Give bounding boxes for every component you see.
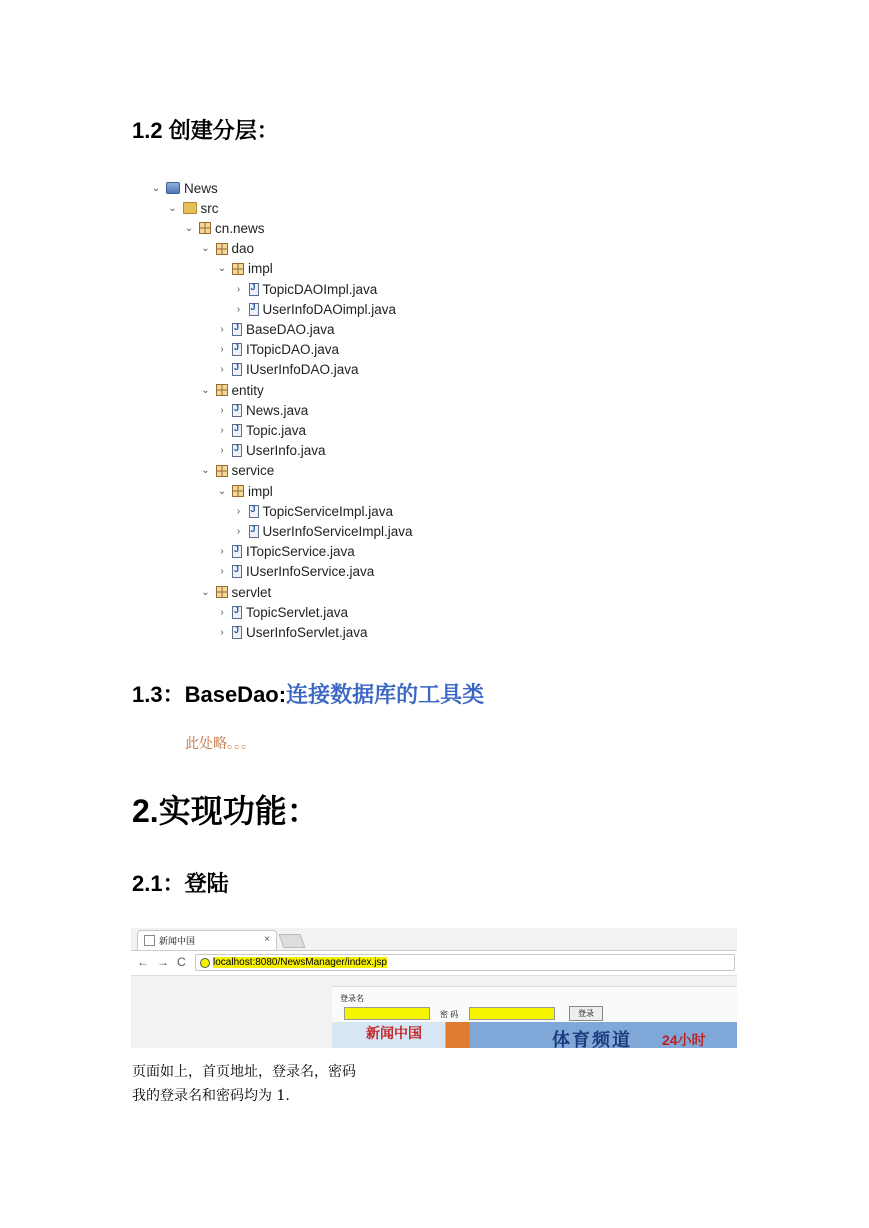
banner-channel: 体育频道 (552, 1030, 632, 1048)
expand-arrow-icon[interactable]: › (220, 445, 224, 457)
browser-tab[interactable] (137, 930, 277, 950)
java-file-icon (249, 525, 259, 538)
omitted-note: 此处略。。。 (185, 736, 255, 752)
info-icon (200, 958, 210, 968)
close-icon[interactable]: × (264, 934, 270, 945)
java-file-icon (249, 505, 259, 518)
expand-arrow-icon[interactable]: › (220, 606, 224, 618)
java-file-icon (232, 545, 242, 558)
package-icon (232, 263, 244, 275)
source-folder-icon (183, 202, 197, 214)
tree-item-label: TopicServlet.java (246, 604, 349, 620)
paragraph-1: 页面如上，首页地址，登录名，密码 (132, 1064, 356, 1080)
tree-item[interactable] (216, 481, 273, 501)
collapse-arrow-icon[interactable]: ⌄ (217, 263, 227, 275)
expand-arrow-icon[interactable]: › (220, 424, 224, 436)
login-button[interactable]: 登录 (569, 1006, 603, 1021)
tree-item-label: ITopicService.java (246, 544, 355, 560)
tree-item-label: BaseDAO.java (246, 321, 335, 337)
expand-arrow-icon[interactable]: › (236, 525, 241, 537)
java-file-icon (232, 363, 242, 376)
tree-item[interactable] (233, 279, 378, 299)
java-file-icon (249, 283, 259, 296)
section-heading-2-1: 2.1：登陆 (132, 871, 229, 896)
password-input[interactable] (469, 1007, 555, 1020)
browser-toolbar (131, 950, 737, 976)
tree-item[interactable] (150, 178, 218, 198)
tree-item[interactable] (216, 420, 306, 440)
tree-item[interactable] (200, 582, 272, 602)
java-file-icon (232, 404, 242, 417)
tree-item-label: dao (231, 241, 255, 257)
url-path: :8080/NewsManager/index.jsp (252, 957, 387, 968)
tree-item-label: Topic.java (246, 422, 307, 438)
expand-arrow-icon[interactable]: › (220, 364, 224, 376)
tree-item[interactable] (183, 218, 265, 238)
java-file-icon (232, 343, 242, 356)
collapse-arrow-icon[interactable]: ⌄ (201, 384, 210, 396)
tree-item-label: TopicServiceImpl.java (262, 503, 394, 519)
tree-item-label: UserInfoDAOimpl.java (262, 301, 397, 317)
java-file-icon (232, 323, 242, 336)
login-name-input[interactable] (344, 1007, 430, 1020)
expand-arrow-icon[interactable]: › (236, 505, 241, 517)
package-icon (216, 586, 228, 598)
tree-item-label: News.java (246, 402, 309, 418)
project-icon (166, 182, 180, 194)
section-heading-1-2: 1.2 创建分层： (132, 118, 279, 143)
collapse-arrow-icon[interactable]: ⌄ (151, 182, 161, 194)
expand-arrow-icon[interactable]: › (220, 546, 224, 558)
login-page (332, 986, 737, 1048)
tree-item[interactable] (216, 259, 273, 279)
tree-item[interactable] (216, 622, 368, 642)
tree-item[interactable] (167, 198, 219, 218)
password-label: 密 码 (440, 1010, 459, 1019)
tree-item-label: service (231, 463, 275, 479)
collapse-arrow-icon[interactable]: ⌄ (168, 202, 177, 214)
tree-item[interactable] (216, 542, 355, 562)
tree-item[interactable] (233, 501, 394, 521)
tree-item[interactable] (200, 380, 264, 400)
browser-screenshot (131, 928, 737, 1048)
package-icon (199, 222, 211, 234)
tree-item[interactable] (216, 360, 359, 380)
tree-item[interactable] (216, 441, 326, 461)
tree-item[interactable] (200, 239, 255, 259)
java-file-icon (232, 606, 242, 619)
back-icon[interactable]: ← (137, 955, 149, 969)
java-file-icon (249, 303, 259, 316)
tree-item-label: entity (231, 382, 264, 398)
tree-item[interactable] (216, 340, 339, 360)
tree-item[interactable] (216, 319, 335, 339)
expand-arrow-icon[interactable]: › (236, 303, 241, 315)
tree-item[interactable] (216, 562, 374, 582)
java-file-icon (232, 565, 242, 578)
expand-arrow-icon[interactable]: › (220, 344, 224, 356)
login-name-label: 登录名 (340, 994, 364, 1003)
collapse-arrow-icon[interactable]: ⌄ (217, 485, 227, 497)
tree-item[interactable] (200, 461, 275, 481)
expand-arrow-icon[interactable]: › (220, 404, 224, 416)
tree-item[interactable] (233, 299, 397, 319)
heading-prefix: 1.3：BaseDao: (132, 682, 287, 707)
tree-item-label: UserInfoServiceImpl.java (262, 523, 413, 539)
package-icon (216, 243, 228, 255)
collapse-arrow-icon[interactable]: ⌄ (201, 243, 210, 255)
tab-title: 新闻中国 (159, 936, 196, 946)
tree-item-label: impl (248, 483, 273, 499)
package-icon (216, 384, 228, 396)
tree-item-label: UserInfoServlet.java (246, 624, 368, 640)
address-bar[interactable] (195, 954, 735, 971)
expand-arrow-icon[interactable]: › (220, 323, 224, 335)
tree-item[interactable] (233, 521, 413, 541)
collapse-arrow-icon[interactable]: ⌄ (184, 222, 194, 234)
java-file-icon (232, 444, 242, 457)
java-file-icon (232, 626, 242, 639)
tree-item-label: UserInfo.java (246, 443, 326, 459)
new-tab-button[interactable] (278, 934, 305, 948)
collapse-arrow-icon[interactable]: ⌄ (201, 465, 210, 477)
expand-arrow-icon[interactable]: › (220, 566, 224, 578)
paragraph-2: 我的登录名和密码均为 1. (132, 1088, 290, 1104)
java-file-icon (232, 424, 242, 437)
tree-item-label: IUserInfoDAO.java (246, 362, 359, 378)
tree-item-label: News (184, 180, 218, 196)
tree-item[interactable] (216, 400, 308, 420)
section-heading-2: 2.实现功能： (132, 793, 319, 829)
tree-item-label: impl (248, 261, 273, 277)
reload-icon[interactable]: C (177, 955, 186, 969)
tree-item-label: servlet (231, 584, 272, 600)
forward-icon[interactable]: → (157, 955, 169, 969)
tree-item-label: ITopicDAO.java (246, 342, 340, 358)
banner-subtext: 24小时 (662, 1032, 706, 1048)
expand-arrow-icon[interactable]: › (220, 626, 224, 638)
expand-arrow-icon[interactable]: › (236, 283, 241, 295)
url-host: localhost (213, 957, 253, 968)
tree-item[interactable] (216, 602, 348, 622)
collapse-arrow-icon[interactable]: ⌄ (201, 586, 210, 598)
tree-item-label: cn.news (215, 220, 265, 236)
package-icon (216, 465, 228, 477)
heading-link[interactable]: 连接数据库的工具类 (286, 682, 485, 707)
site-logo: 新闻中国 (366, 1025, 422, 1041)
site-banner (332, 1022, 737, 1048)
tab-favicon-icon (144, 935, 155, 946)
tree-item-label: src (200, 200, 219, 216)
package-icon (232, 485, 244, 497)
section-heading-1-3 (132, 678, 484, 709)
tree-item-label: IUserInfoService.java (246, 564, 375, 580)
tree-item-label: TopicDAOImpl.java (262, 281, 378, 297)
